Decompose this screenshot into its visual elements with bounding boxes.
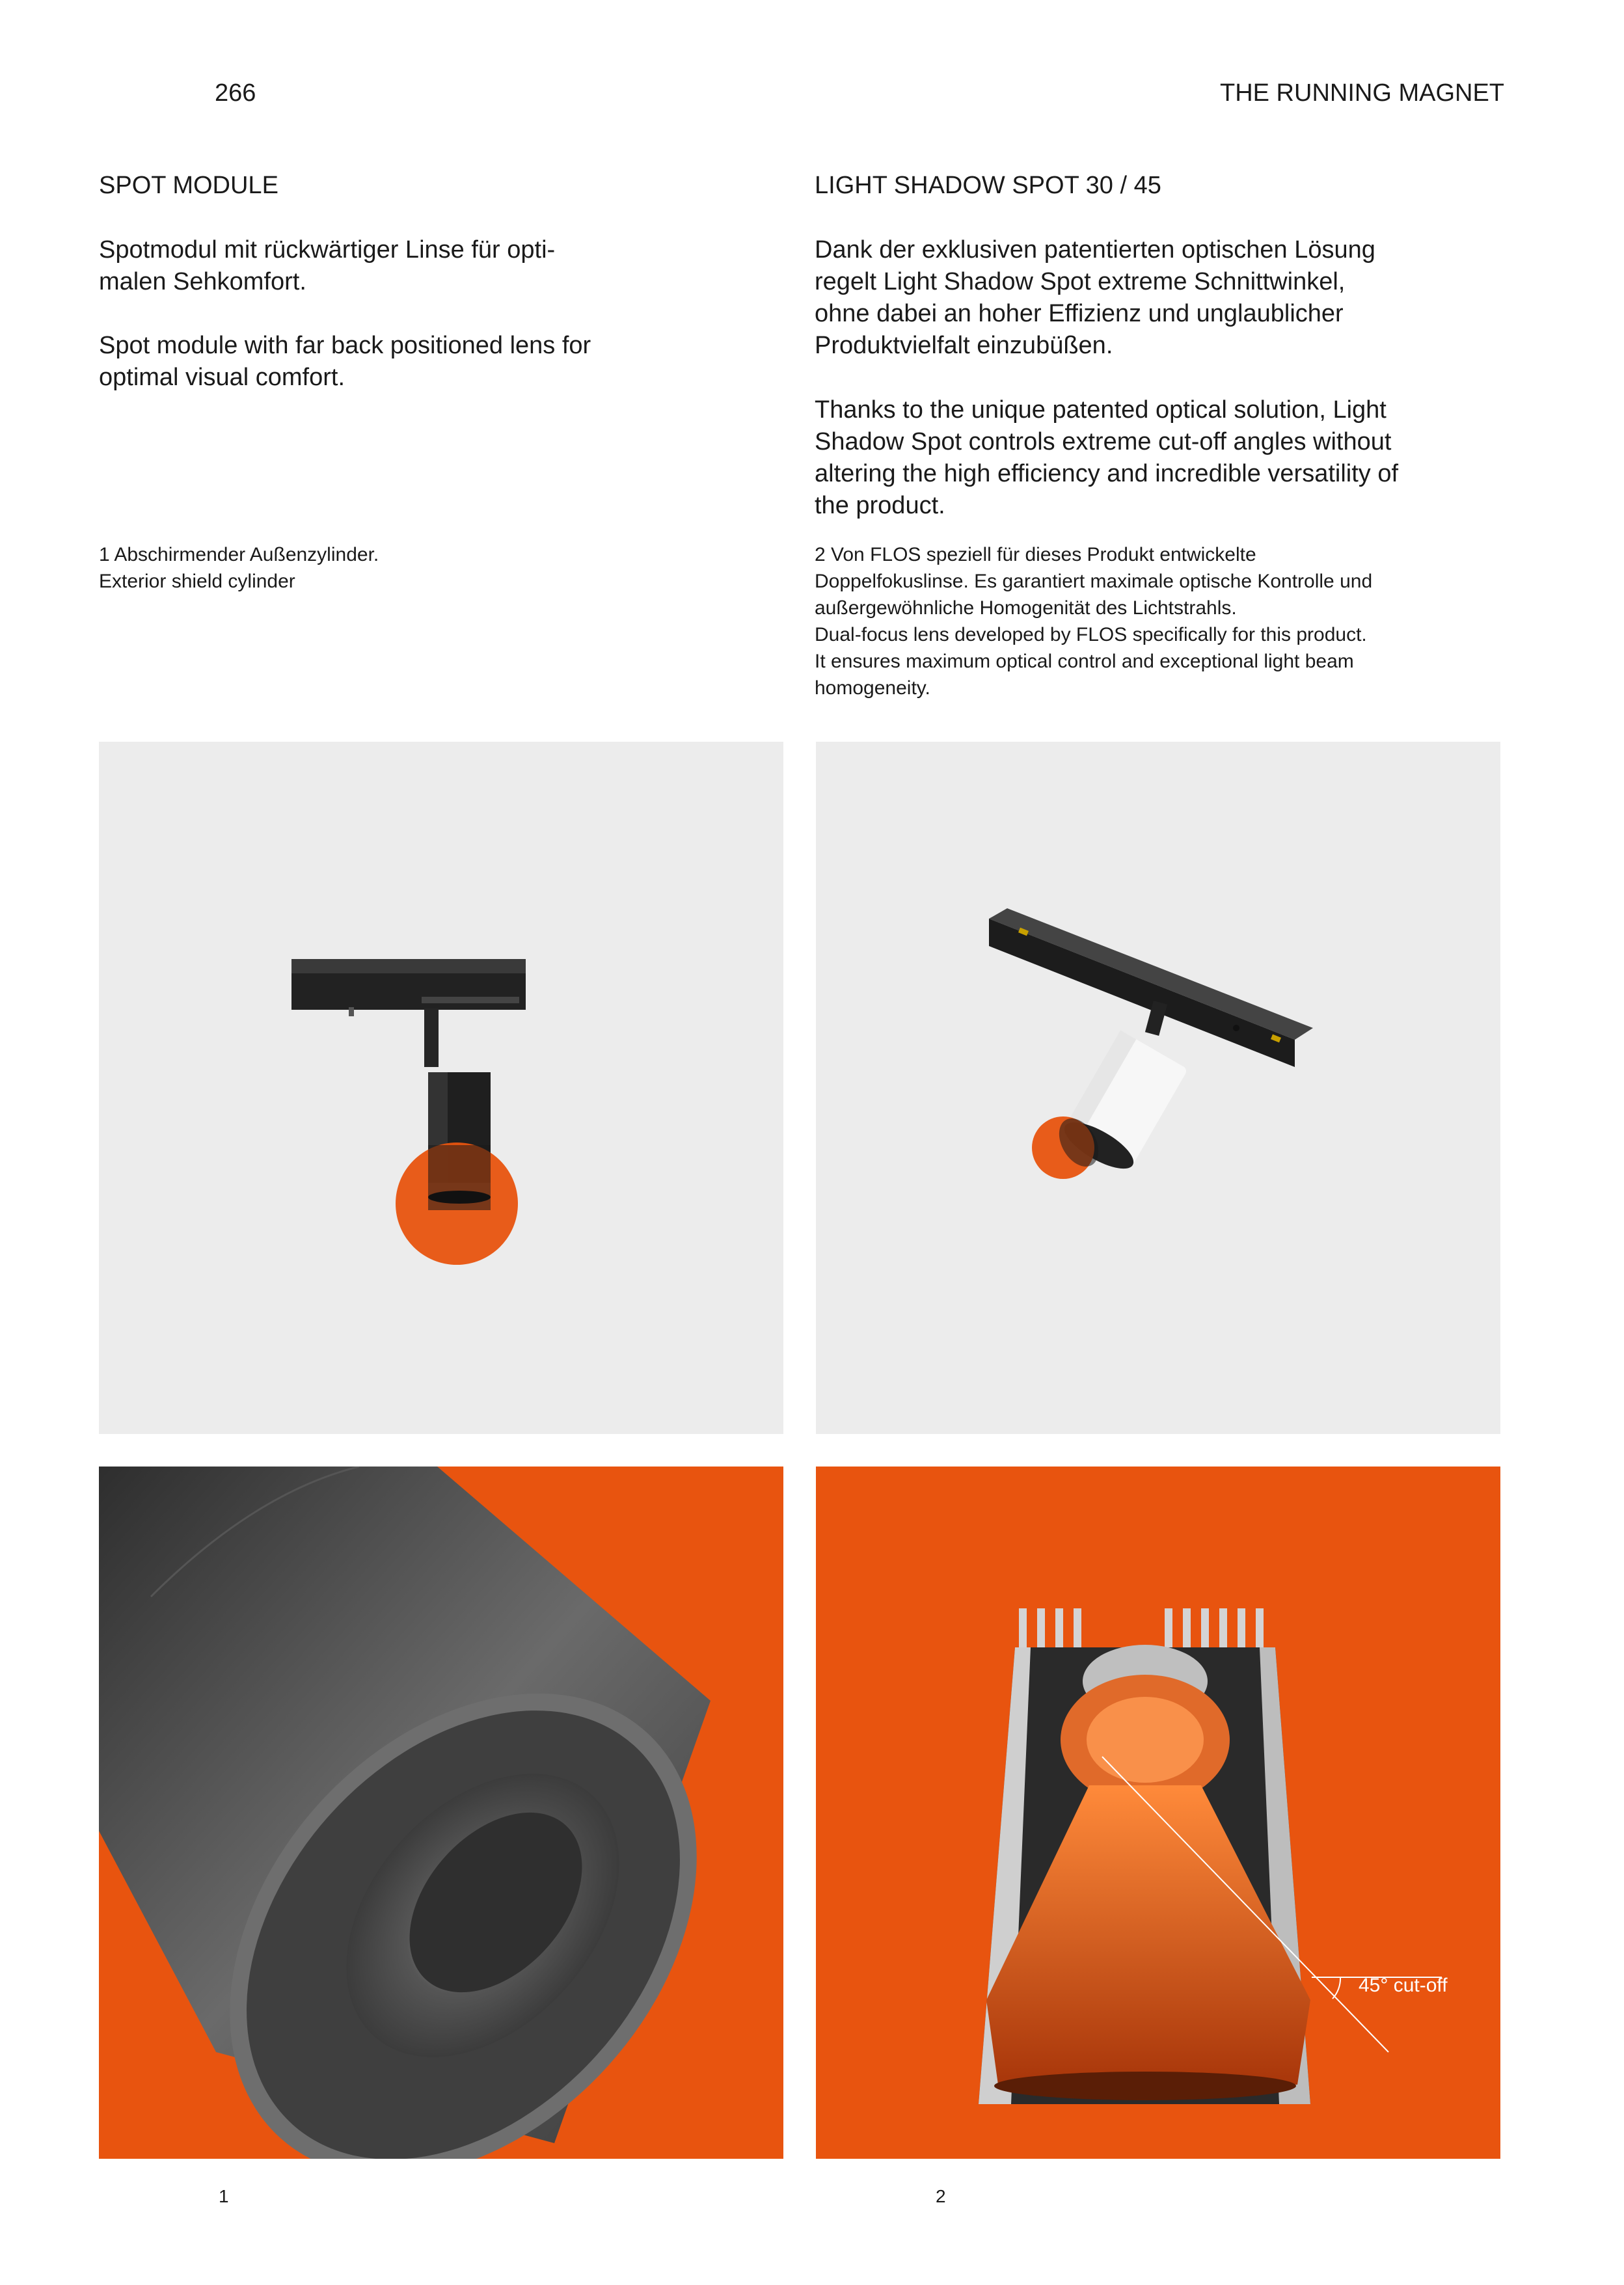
section-title: THE RUNNING MAGNET [1220, 79, 1504, 107]
image-dual-focus-lens-cutaway [816, 1467, 1500, 2159]
page-number: 266 [215, 79, 256, 107]
shield-cylinder-illustration [99, 1467, 783, 2159]
left-text-en: Spot module with far back positioned lens for optimal visual comfort. [99, 332, 591, 391]
image-light-shadow-spot-white [816, 742, 1500, 1434]
spot-module-black-illustration [99, 742, 783, 1434]
image-spot-module-black [99, 742, 783, 1434]
right-title: LIGHT SHADOW SPOT 30 / 45 [815, 172, 1161, 199]
figure-caption-2: 2 [936, 2186, 946, 2206]
light-shadow-spot-illustration [816, 742, 1500, 1434]
figure-caption-1: 1 [219, 2186, 229, 2206]
right-text-de: Dank der exklusiven patentierten optischen Lösung regelt Light Shadow Spot extreme Schnittwinkel, ohne dabei an hoher Effizienz und unglaublicher Produktvielfalt einzubüßen. [815, 236, 1375, 359]
right-text-en: Thanks to the unique patented optical solution, Light Shadow Spot controls extreme cut-off angles without altering the high efficiency and incredible versatility of the product. [815, 396, 1399, 519]
right-note: 2 Von FLOS speziell für dieses Produkt entwickelte Doppelfokuslinse. Es garantiert maximale optische Kontrolle und außergewöhnliche Homogenität des Lichtstrahls. Dual-focus lens developed by FLOS specifically for this product. It ensures maximum optical control and exceptional light beam homogeneity. [815, 544, 1373, 699]
image-exterior-shield-cylinder [99, 1467, 783, 2159]
lens-cutaway-illustration [816, 1467, 1500, 2159]
left-text-de: Spotmodul mit rückwärtiger Linse für opti- malen Sehkomfort. [99, 236, 556, 295]
cutoff-angle-label: 45° cut-off [1359, 1975, 1448, 1996]
left-title: SPOT MODULE [99, 172, 278, 199]
left-note: 1 Abschirmender Außenzylinder. Exterior shield cylinder [99, 544, 379, 592]
